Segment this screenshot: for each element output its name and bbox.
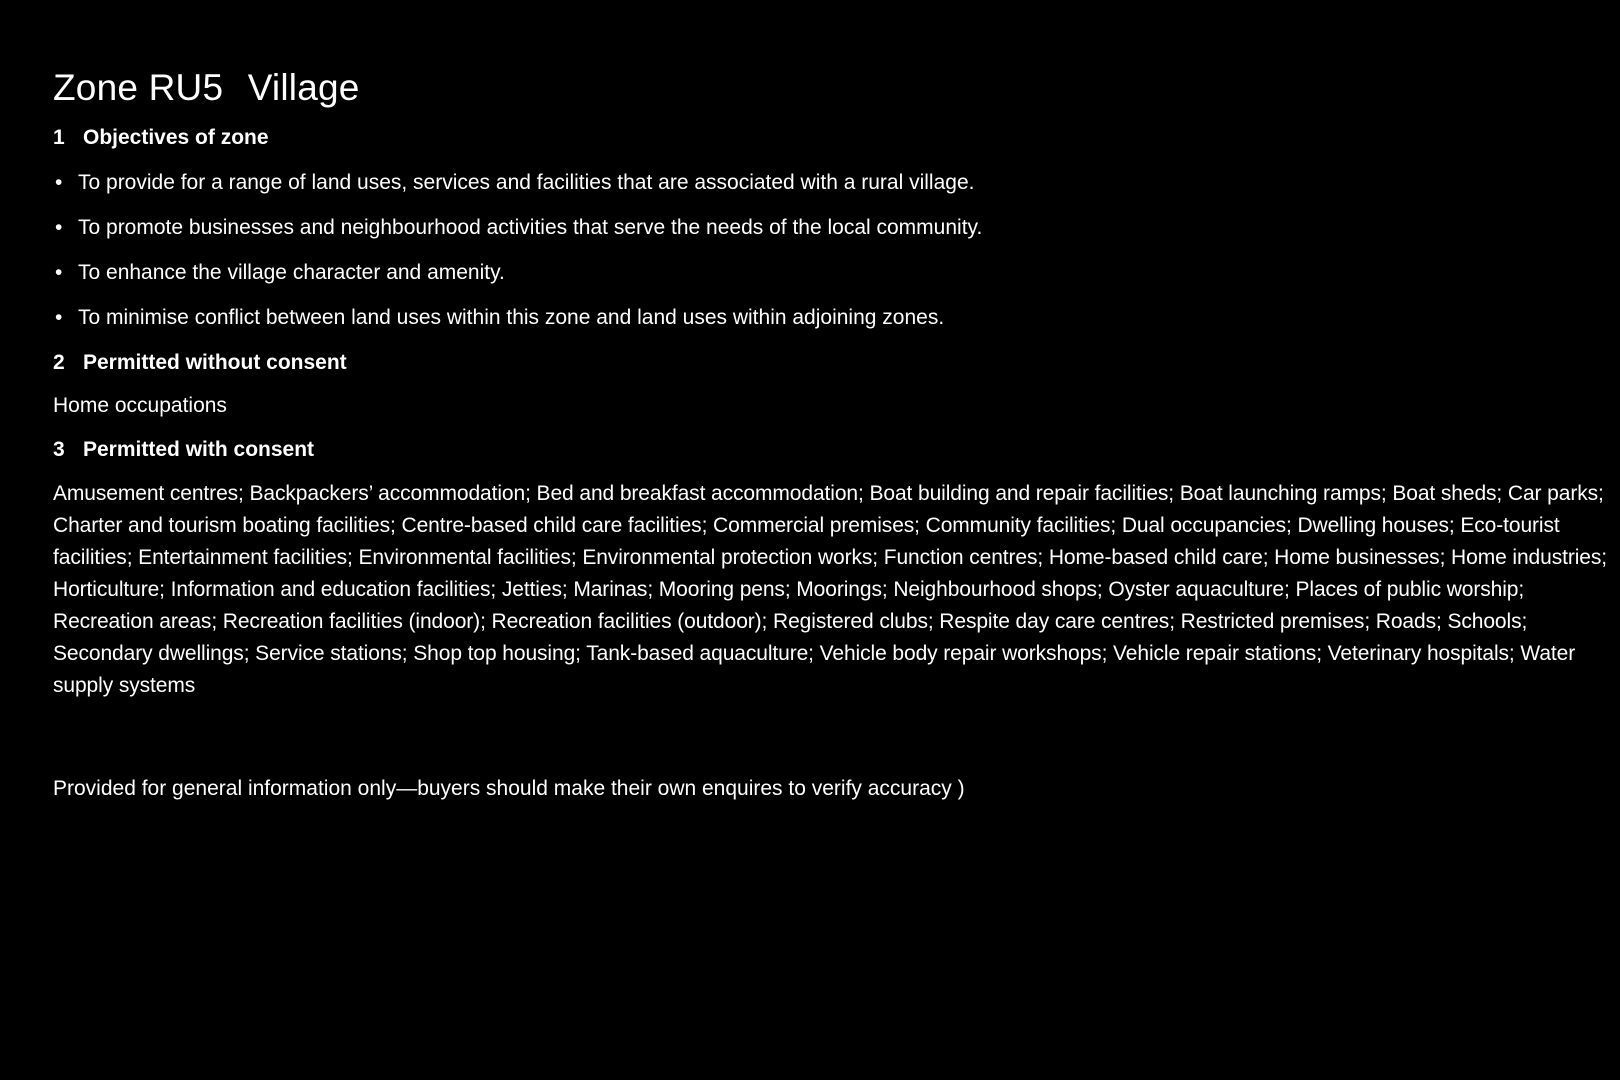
objectives-list <box>53 168 1620 333</box>
list-item <box>53 168 1620 198</box>
list-item <box>53 213 1620 243</box>
bullet-icon: • <box>55 171 63 194</box>
objective-text: To promote businesses and neighbourhood activities that serve the needs of the local community. <box>78 216 983 239</box>
section-number: 1 <box>53 126 65 149</box>
with-consent-text: Amusement centres; Backpackers’ accommodation; Bed and breakfast accommodation; Boat building and repair facilities; Boat launching ramps; Boat sheds; Car parks; Charter and tourism boating facilities; Centre-based child care facilities; Commercial premises; Community facilities; Dual occupancies; Dwelling houses; Eco-tourist facilities; Entertainment facilities; Environmental facilities; Environmental protection works; Function centres; Home-based child care; Home businesses; Home industries; Horticulture; Information and education facilities; Jetties; Marinas; Mooring pens; Moorings; Neighbourhood shops; Oyster aquaculture; Places of public worship; Recreation areas; Recreation facilities (indoor); Recreation facilities (outdoor); Registered clubs; Respite day care centres; Restricted premises; Roads; Schools; Secondary dwellings; Service stations; Shop top housing; Tank-based aquaculture; Vehicle body repair workshops; Vehicle repair stations; Veterinary hospitals; Water supply systems <box>53 482 1608 697</box>
objective-text: To enhance the village character and amenity. <box>78 261 505 284</box>
list-item <box>53 258 1620 288</box>
section-number: 2 <box>53 351 65 374</box>
objectives-heading <box>53 123 1620 153</box>
bullet-icon: • <box>55 306 63 329</box>
objective-text: To minimise conflict between land uses within this zone and land uses within adjoining zones. <box>78 306 945 329</box>
without-consent-heading <box>53 348 1620 378</box>
section-title: Permitted without consent <box>83 351 347 374</box>
section-number: 3 <box>53 438 65 461</box>
objective-text: To provide for a range of land uses, services and facilities that are associated with a rural village. <box>78 171 975 194</box>
zone-document <box>53 60 1620 804</box>
bullet-icon: • <box>55 261 63 284</box>
list-item <box>53 303 1620 333</box>
without-consent-text: Home occupations <box>53 394 227 417</box>
section-title: Permitted with consent <box>83 438 315 461</box>
with-consent-heading <box>53 435 1620 465</box>
zone-name: Village <box>247 67 360 108</box>
zone-code: Zone RU5 <box>53 67 224 108</box>
page-title <box>53 60 1620 116</box>
bullet-icon: • <box>55 216 63 239</box>
disclaimer-text: Provided for general information only—buyers should make their own enquires to verify accuracy ) <box>53 777 965 800</box>
section-title: Objectives of zone <box>83 126 269 149</box>
